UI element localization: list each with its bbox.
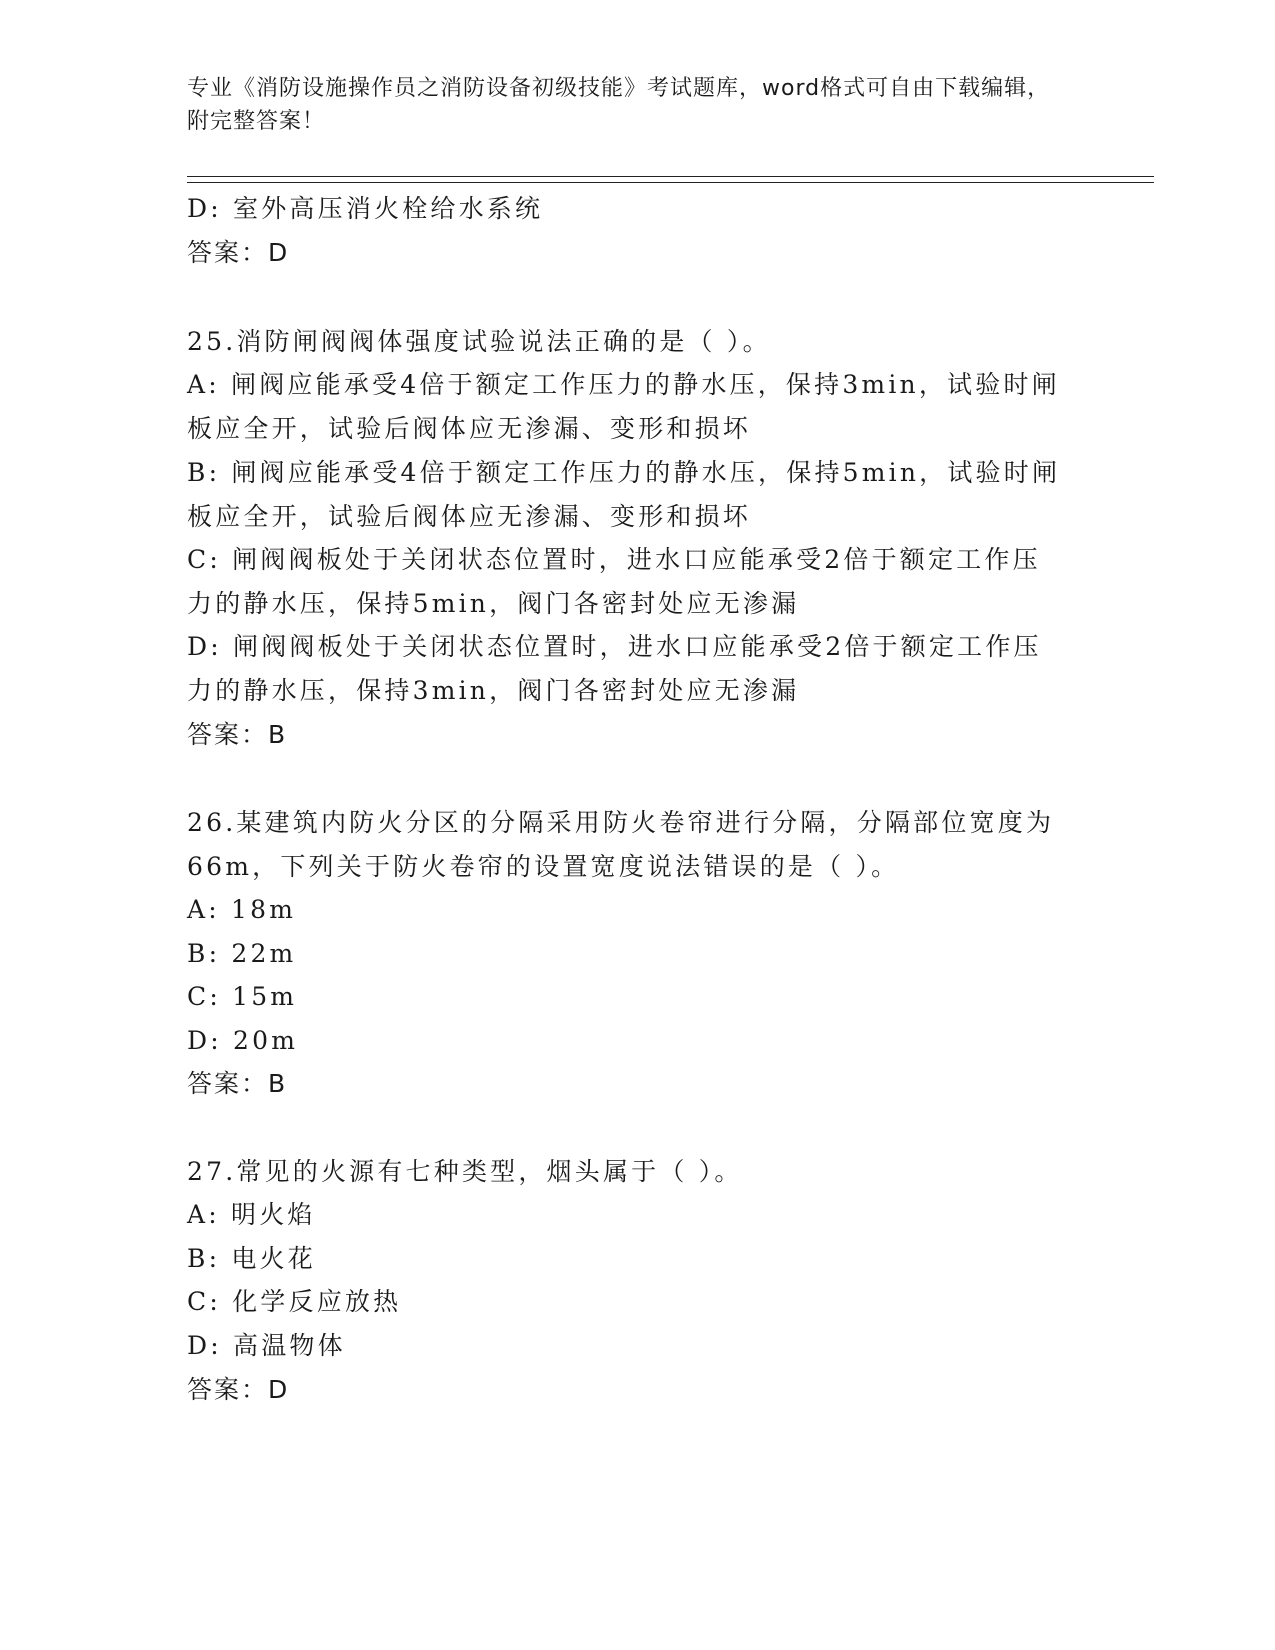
- q26-option-a: A: 18m: [187, 895, 297, 924]
- header-rule-bottom: [187, 182, 1154, 183]
- q25-option-b-line2: 板应全开，试验后阀体应无渗漏、变形和损坏: [187, 502, 752, 531]
- q26-option-d: D: 20m: [187, 1026, 299, 1055]
- q25-option-c-line2: 力的静水压，保持5min，阀门各密封处应无渗漏: [187, 589, 800, 618]
- q25-option-b-line1: B: 闸阀应能承受4倍于额定工作压力的静水压，保持5min，试验时闸: [187, 458, 1061, 487]
- q27-stem: 27.常见的火源有七种类型，烟头属于（ ）。: [187, 1157, 743, 1186]
- q25-option-d-line1: D: 闸阀阀板处于关闭状态位置时，进水口应能承受2倍于额定工作压: [187, 632, 1042, 661]
- q25-option-d-line2: 力的静水压，保持3min，阀门各密封处应无渗漏: [187, 676, 800, 705]
- document-header: 专业《消防设施操作员之消防设备初级技能》考试题库，word格式可自由下载编辑，附完整答案！: [187, 76, 1051, 134]
- q27-option-a: A: 明火焰: [187, 1200, 316, 1229]
- q26-option-c: C: 15m: [187, 982, 298, 1011]
- q25-option-a-line1: A: 闸阀应能承受4倍于额定工作压力的静水压，保持3min，试验时闸: [187, 370, 1060, 399]
- q27-answer: 答案：D: [187, 1375, 290, 1404]
- q26-stem-line2: 66m，下列关于防火卷帘的设置宽度说法错误的是（ ）。: [187, 852, 900, 881]
- carryover-option-d: D: 室外高压消火栓给水系统: [187, 194, 544, 223]
- carryover-answer: 答案：D: [187, 238, 290, 267]
- q25-answer: 答案：B: [187, 720, 288, 749]
- q26-answer: 答案：B: [187, 1069, 288, 1098]
- q25-stem: 25.消防闸阀阀体强度试验说法正确的是（ ）。: [187, 327, 771, 356]
- header-rule-top: [187, 176, 1154, 177]
- q27-option-b: B: 电火花: [187, 1244, 316, 1273]
- q27-option-d: D: 高温物体: [187, 1331, 346, 1360]
- q26-stem-line1: 26.某建筑内防火分区的分隔采用防火卷帘进行分隔，分隔部位宽度为: [187, 808, 1055, 837]
- q27-option-c: C: 化学反应放热: [187, 1287, 402, 1316]
- q26-option-b: B: 22m: [187, 939, 297, 968]
- q25-option-a-line2: 板应全开，试验后阀体应无渗漏、变形和损坏: [187, 414, 752, 443]
- q25-option-c-line1: C: 闸阀阀板处于关闭状态位置时，进水口应能承受2倍于额定工作压: [187, 545, 1041, 574]
